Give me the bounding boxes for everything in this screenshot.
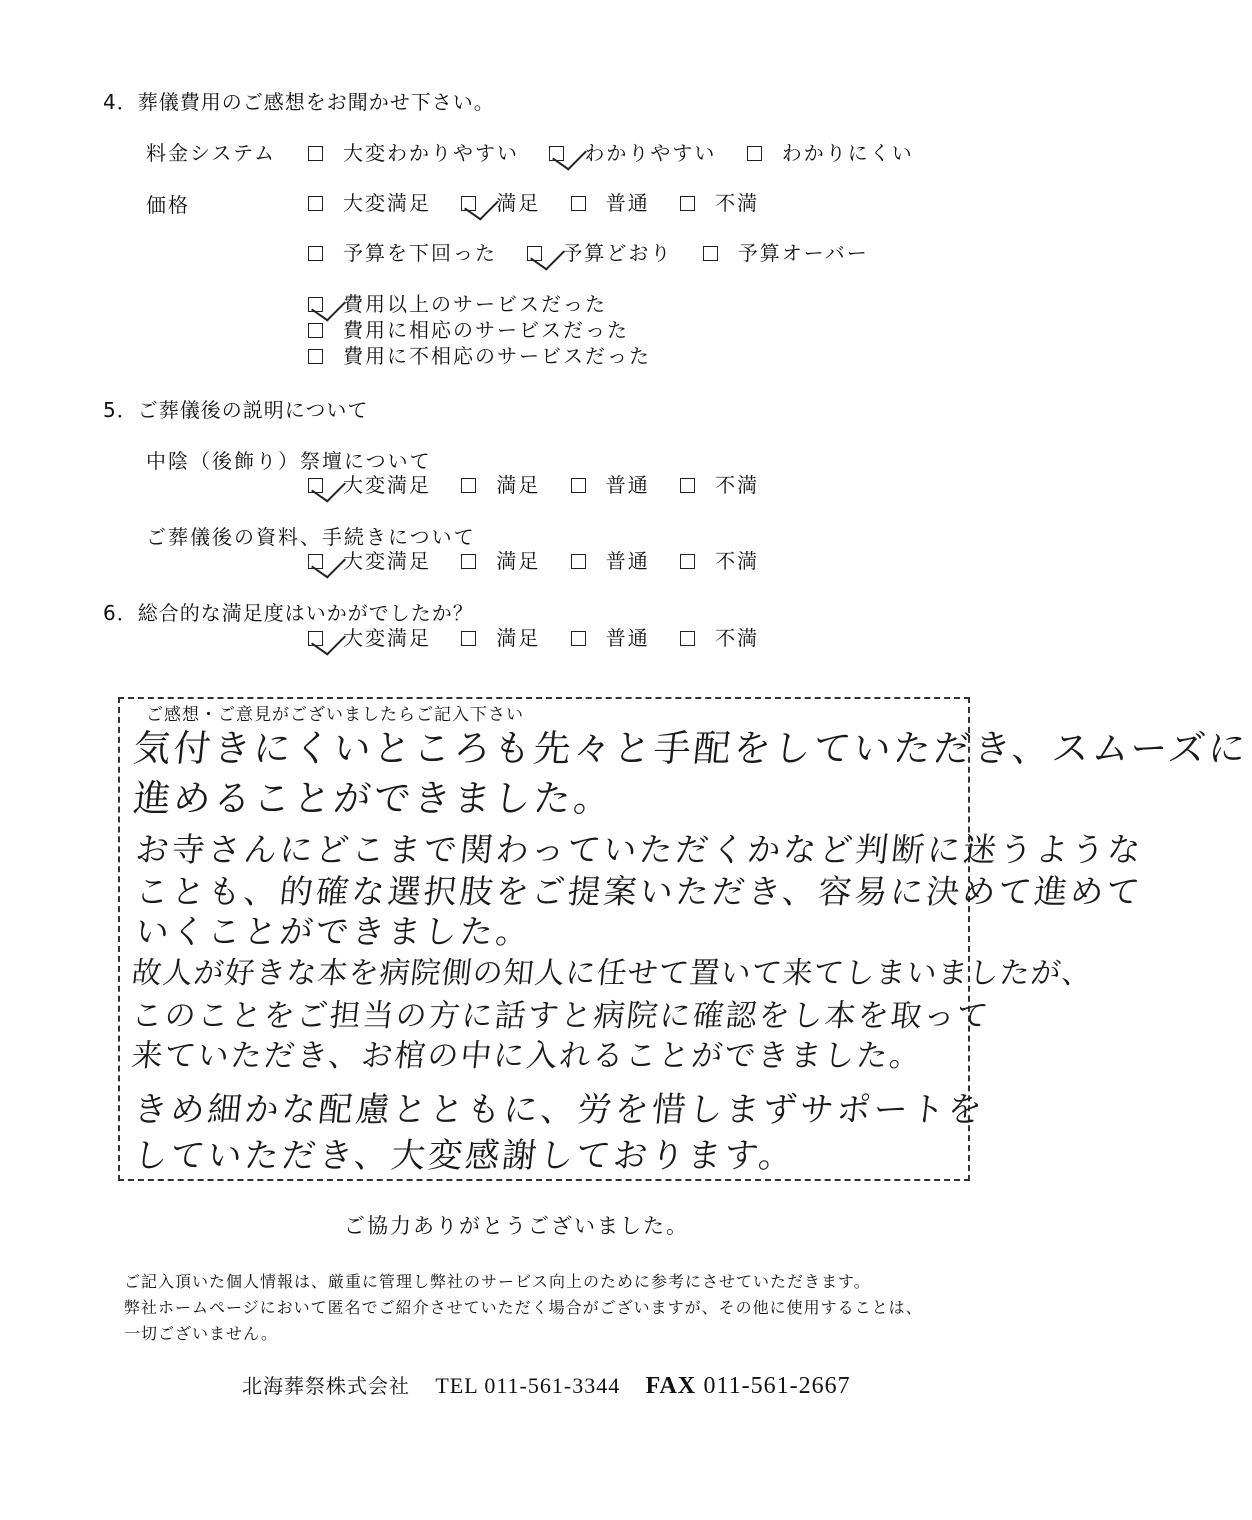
checkbox-docs-very-satisfied[interactable] [308,554,323,569]
company-tel: TEL 011-561-3344 [435,1373,621,1398]
option-label: 不満 [715,626,760,650]
option-label: 費用以上のサービスだった [343,292,607,316]
option-label: 予算どおり [562,241,673,265]
company-fax: 011-561-2667 [703,1373,851,1399]
checkbox-service-above-cost[interactable] [308,297,323,312]
checkbox-altar-normal[interactable] [571,478,586,493]
option-label: 満足 [496,473,541,497]
checkbox-docs-dissatisfied[interactable] [680,554,695,569]
option-label: 費用に不相応のサービスだった [343,344,651,368]
checkbox-altar-dissatisfied[interactable] [680,478,695,493]
price-options [308,187,781,216]
checkbox-service-below-cost[interactable] [308,349,323,364]
option-label: わかりやすい [584,141,717,165]
comment-label: ご感想・ご意見がございましたらご記入下さい [146,705,524,725]
checkbox-docs-normal[interactable] [571,554,586,569]
comment-line: 進めることができました。 [131,777,616,820]
option-label: 大変満足 [343,626,431,650]
checkbox-overall-dissatisfied[interactable] [680,631,695,646]
option-label: 不満 [715,549,760,573]
checkbox-price-normal[interactable] [571,196,586,211]
option-label: 普通 [605,549,650,573]
fee-system-label: 料金システム [146,141,276,165]
checkbox-price-dissatisfied[interactable] [680,196,695,211]
checkbox-altar-satisfied[interactable] [461,478,476,493]
option-label: 費用に相応のサービスだった [343,318,629,342]
privacy-line: 弊社ホームページにおいて匿名でご紹介させていただく場合がございますが、その他に使用することは、 [124,1298,923,1317]
comment-line: 故人が好きな本を病院側の知人に任せて置いて来てしまいましたが、 [129,956,1095,991]
option-label: 不満 [715,473,760,497]
checkbox-altar-very-satisfied[interactable] [308,478,323,493]
option-label: 不満 [715,191,760,215]
privacy-line: ご記入頂いた個人情報は、厳重に管理し弊社のサービス向上のために参考にさせていただきます。 [124,1272,871,1291]
comment-line: お寺さんにどこまで関わっていただくかなど判断に迷うような [133,830,1146,869]
checkbox-price-very-satisfied[interactable] [308,196,323,211]
privacy-line: 一切ございません。 [124,1324,278,1343]
company-footer [242,1370,851,1400]
checkbox-service-worth-cost[interactable] [308,323,323,338]
budget-options [308,237,891,266]
option-label: 普通 [605,473,650,497]
checkbox-fee-very-clear[interactable] [308,146,323,161]
option-label: 大変満足 [343,549,431,573]
checkbox-price-satisfied[interactable] [461,196,476,211]
fee-system-options [308,137,936,166]
comment-line: 来ていただき、お棺の中に入れることができました。 [129,1038,925,1074]
overall-options [308,622,781,651]
company-fax-label: FAX [645,1373,697,1399]
q5-title: 5．ご葬儀後の説明について [103,398,369,422]
q4-title: 4．葬儀費用のご感想をお聞かせ下さい。 [103,90,495,114]
option-label: 満足 [496,191,541,215]
checkbox-overall-normal[interactable] [571,631,586,646]
company-name: 北海葬祭株式会社 [242,1374,410,1398]
option-label: 大変満足 [343,191,431,215]
checkbox-overall-satisfied[interactable] [461,631,476,646]
comment-line: きめ細かな配慮とともに、労を惜しまずサポートを [131,1090,987,1130]
checkbox-budget-over[interactable] [703,246,718,261]
checkbox-docs-satisfied[interactable] [461,554,476,569]
option-label: 予算を下回った [343,241,497,265]
option-label: 予算オーバー [737,241,869,265]
option-label: 大変満足 [343,473,431,497]
option-label: 大変わかりやすい [343,141,519,165]
comment-line: いくことができました。 [133,912,534,951]
option-label: 普通 [605,626,650,650]
checkbox-fee-unclear[interactable] [747,146,762,161]
checkbox-overall-very-satisfied[interactable] [308,631,323,646]
docs-options [308,545,781,574]
option-label: 満足 [496,549,541,573]
checkbox-fee-clear[interactable] [549,146,564,161]
option-label: 満足 [496,626,541,650]
service-option-2 [308,314,629,343]
service-option-3 [308,340,651,369]
docs-label: ご葬儀後の資料、手続きについて [146,525,476,549]
service-option-1 [308,288,607,317]
comment-line: 気付きにくいところも先々と手配をしていただき、スムーズに [131,727,1251,770]
q6-title: 6．総合的な満足度はいかがでしたか？ [103,601,474,625]
comment-line: このことをご担当の方に話すと病院に確認をし本を取って [129,998,992,1034]
price-label: 価格 [146,193,190,217]
thanks-message: ご協力ありがとうございました。 [344,1214,689,1238]
checkbox-budget-as-planned[interactable] [527,246,542,261]
altar-options [308,469,781,498]
comment-line: ことも、的確な選択肢をご提案いただき、容易に決めて進めて [133,872,1145,911]
comment-line: していただき、大変感謝しております。 [131,1136,798,1176]
checkbox-budget-under[interactable] [308,246,323,261]
option-label: 普通 [605,191,650,215]
altar-label: 中陰（後飾り）祭壇について [146,449,432,473]
option-label: わかりにくい [781,141,914,165]
